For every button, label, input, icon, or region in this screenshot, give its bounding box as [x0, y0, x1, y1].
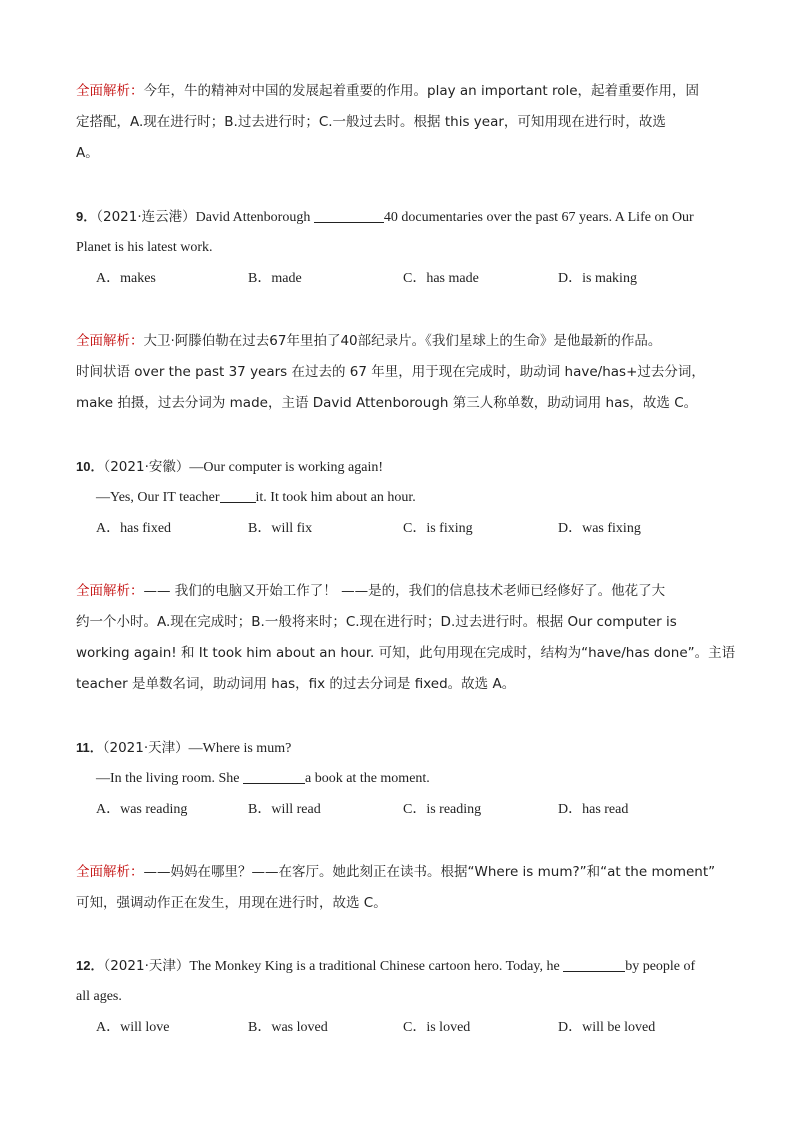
option-c[interactable]: C．is loved [403, 1020, 471, 1035]
analysis-label: 全面解析： [76, 83, 144, 99]
analysis-line: 约一个小时。A.现在完成时；B.一般将来时；C.现在进行时；D.过去进行时。根据 Our computer is [76, 614, 677, 630]
question-9 [76, 201, 718, 294]
option-d[interactable]: D．has read [558, 802, 629, 817]
option-a[interactable]: A．was reading [96, 802, 188, 817]
analysis-line: 全面解析：—— 我们的电脑又开始工作了！ ——是的，我们的信息技术老师已经修好了。他花了大 [76, 583, 666, 599]
question-10 [76, 451, 718, 544]
question-source: （2021·安徽） [103, 459, 190, 475]
analysis-line: 定搭配，A.现在进行时；B.过去进行时；C.一般过去时。根据 this year，可知用现在进行时，故选 [76, 114, 666, 130]
answer-blank[interactable] [220, 488, 256, 503]
question-stem: 9．（2021·连云港）David Attenborough 40 documentaries over the past 67 years. A Life on Our [76, 209, 694, 225]
option-b[interactable]: B．made [248, 271, 302, 286]
options-row [76, 513, 718, 544]
option-d[interactable]: D．was fixing [558, 521, 641, 536]
option-d[interactable]: D．is making [558, 271, 637, 286]
question-stem-continued: —Yes, Our IT teacher it. It took him about an hour. [96, 490, 416, 505]
analysis-line: A。 [76, 145, 99, 161]
option-b[interactable]: B．will fix [248, 521, 313, 536]
analysis-9 [76, 326, 718, 419]
analysis-line: 时间状语 over the past 37 years 在过去的 67 年里，用于现在完成时，助动词 have/has+过去分词， [76, 364, 705, 380]
option-a[interactable]: A．has fixed [96, 521, 172, 536]
analysis-label: 全面解析： [76, 864, 144, 880]
analysis-11 [76, 857, 718, 919]
question-number: 12． [76, 958, 104, 973]
answer-blank[interactable] [314, 208, 384, 223]
option-b[interactable]: B．will read [248, 802, 321, 817]
analysis-8 [76, 76, 718, 169]
question-stem-continued: all ages. [76, 989, 122, 1004]
option-c[interactable]: C．has made [403, 271, 479, 286]
analysis-line: 全面解析：——妈妈在哪里？——在客厅。她此刻正在读书。根据“Where is mum?”和“at the moment” [76, 864, 716, 880]
analysis-line: 全面解析：今年，牛的精神对中国的发展起着重要的作用。play an important role，起着重要作用，固 [76, 83, 700, 99]
question-source: （2021·连云港） [96, 209, 196, 225]
question-stem: 11．（2021·天津）—Where is mum? [76, 740, 292, 756]
analysis-10 [76, 576, 736, 700]
question-source: （2021·天津） [102, 740, 189, 756]
option-c[interactable]: C．is fixing [403, 521, 473, 536]
question-stem: 12．（2021·天津）The Monkey King is a traditional Chinese cartoon hero. Today, he by people of [76, 958, 696, 974]
analysis-line: 全面解析：大卫·阿滕伯勒在过去67年里拍了40部纪录片。《我们星球上的生命》是他最新的作品。 [76, 333, 662, 349]
option-b[interactable]: B．was loved [248, 1020, 328, 1035]
analysis-line: 可知，强调动作正在发生，用现在进行时，故选 C。 [76, 895, 387, 911]
question-number: 10． [76, 459, 104, 474]
analysis-line: working again! 和 It took him about an hour. 可知，此句用现在完成时，结构为“have/has done”。主语 [76, 645, 736, 661]
answer-blank[interactable] [563, 957, 625, 972]
analysis-label: 全面解析： [76, 583, 144, 599]
options-row [76, 794, 718, 825]
option-c[interactable]: C．is reading [403, 802, 482, 817]
option-a[interactable]: A．makes [96, 271, 156, 286]
answer-blank[interactable] [243, 769, 305, 784]
options-row [76, 1012, 718, 1043]
question-source: （2021·天津） [103, 958, 190, 974]
question-number: 9． [76, 209, 97, 224]
analysis-line: teacher 是单数名词，助动词用 has，fix 的过去分词是 fixed。故选 A。 [76, 676, 516, 692]
question-12 [76, 950, 718, 1043]
question-stem-continued: Planet is his latest work. [76, 240, 213, 255]
options-row [76, 263, 718, 294]
analysis-label: 全面解析： [76, 333, 144, 349]
question-11 [76, 732, 718, 825]
question-stem-continued: —In the living room. She a book at the moment. [96, 771, 430, 786]
question-stem: 10．（2021·安徽）—Our computer is working again! [76, 459, 383, 475]
option-a[interactable]: A．will love [96, 1020, 170, 1035]
option-d[interactable]: D．will be loved [558, 1020, 656, 1035]
analysis-line: make 拍摄，过去分词为 made，主语 David Attenborough 第三人称单数，助动词用 has，故选 C。 [76, 395, 698, 411]
question-number: 11． [76, 740, 103, 755]
